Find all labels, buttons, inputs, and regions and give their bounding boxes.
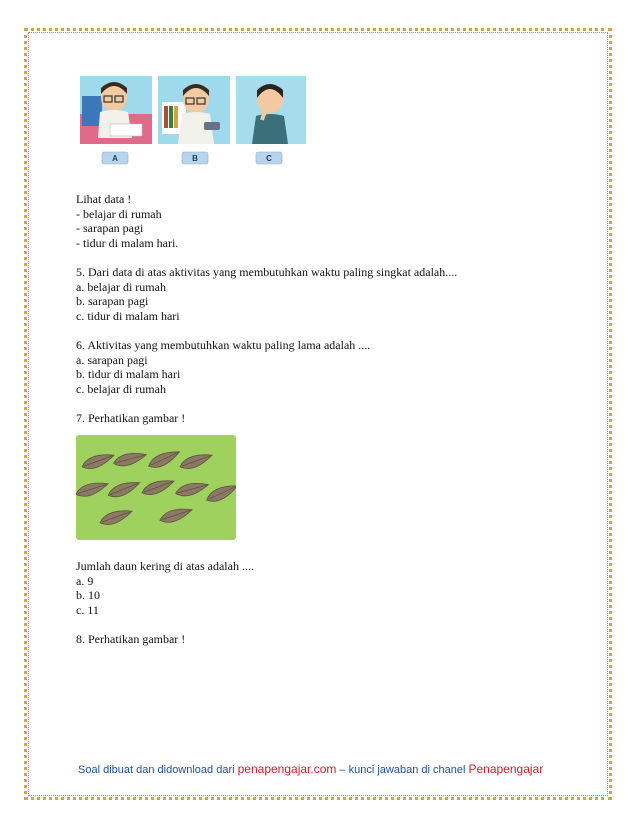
dry-leaf (158, 505, 194, 526)
question-6: 6. Aktivitas yang membutuhkan waktu paling lama adalah .... (76, 337, 371, 352)
question-5: 5. Dari data di atas aktivitas yang membutuhkan waktu paling singkat adalah.... (76, 264, 458, 279)
label-a-badge (102, 152, 128, 164)
dry-leaf (146, 447, 181, 471)
activity-illustration (80, 76, 306, 168)
panel-b-image (158, 76, 230, 144)
footer-link-channel[interactable]: Penapengajar (468, 762, 544, 776)
label-b-badge (182, 152, 208, 164)
question-block-1 (76, 192, 457, 426)
label-c: C (266, 154, 272, 163)
q6-option-c: c. belajar di rumah (76, 381, 166, 396)
dry-leaf (76, 479, 110, 500)
footer-link-site[interactable]: penapengajar.com (237, 762, 337, 776)
data-item: - belajar di rumah (76, 206, 162, 221)
dry-leaf (178, 450, 214, 472)
q7-option-b: b. 10 (76, 588, 100, 603)
dry-leaf (98, 506, 134, 528)
dry-leaf (106, 478, 142, 501)
question-8-prompt: 8. Perhatikan gambar ! (76, 631, 186, 646)
footer-note (78, 762, 543, 776)
label-b: B (192, 154, 198, 163)
dry-leaf (112, 449, 148, 468)
data-intro-title: Lihat data ! (76, 192, 132, 206)
question-7-prompt: 7. Perhatikan gambar ! (76, 410, 186, 425)
panel-c-image (236, 76, 306, 144)
question-block-2 (76, 559, 254, 647)
q6-option-a: a. sarapan pagi (76, 352, 148, 367)
footer-text-2: – kunci jawaban di chanel (336, 764, 469, 776)
dry-leaf (140, 476, 176, 498)
q7-option-a: a. 9 (76, 573, 94, 588)
q7-option-c: c. 11 (76, 602, 99, 617)
q5-option-b: b. sarapan pagi (76, 294, 149, 309)
data-item: - sarapan pagi (76, 221, 144, 236)
dry-leaf (174, 479, 210, 498)
dry-leaves-image (76, 435, 236, 540)
label-a: A (112, 154, 118, 163)
dry-leaf (80, 450, 116, 472)
q6-option-b: b. tidur di malam hari (76, 367, 181, 382)
q5-option-c: c. tidur di malam hari (76, 308, 180, 323)
label-c-badge (256, 152, 282, 164)
q5-option-a: a. belajar di rumah (76, 279, 166, 294)
data-item: - tidur di malam hari. (76, 235, 179, 250)
footer-text-1: Soal dibuat dan didownload dari (78, 764, 238, 776)
question-7: Jumlah daun kering di atas adalah .... (76, 559, 254, 573)
panel-a-image (80, 76, 152, 144)
